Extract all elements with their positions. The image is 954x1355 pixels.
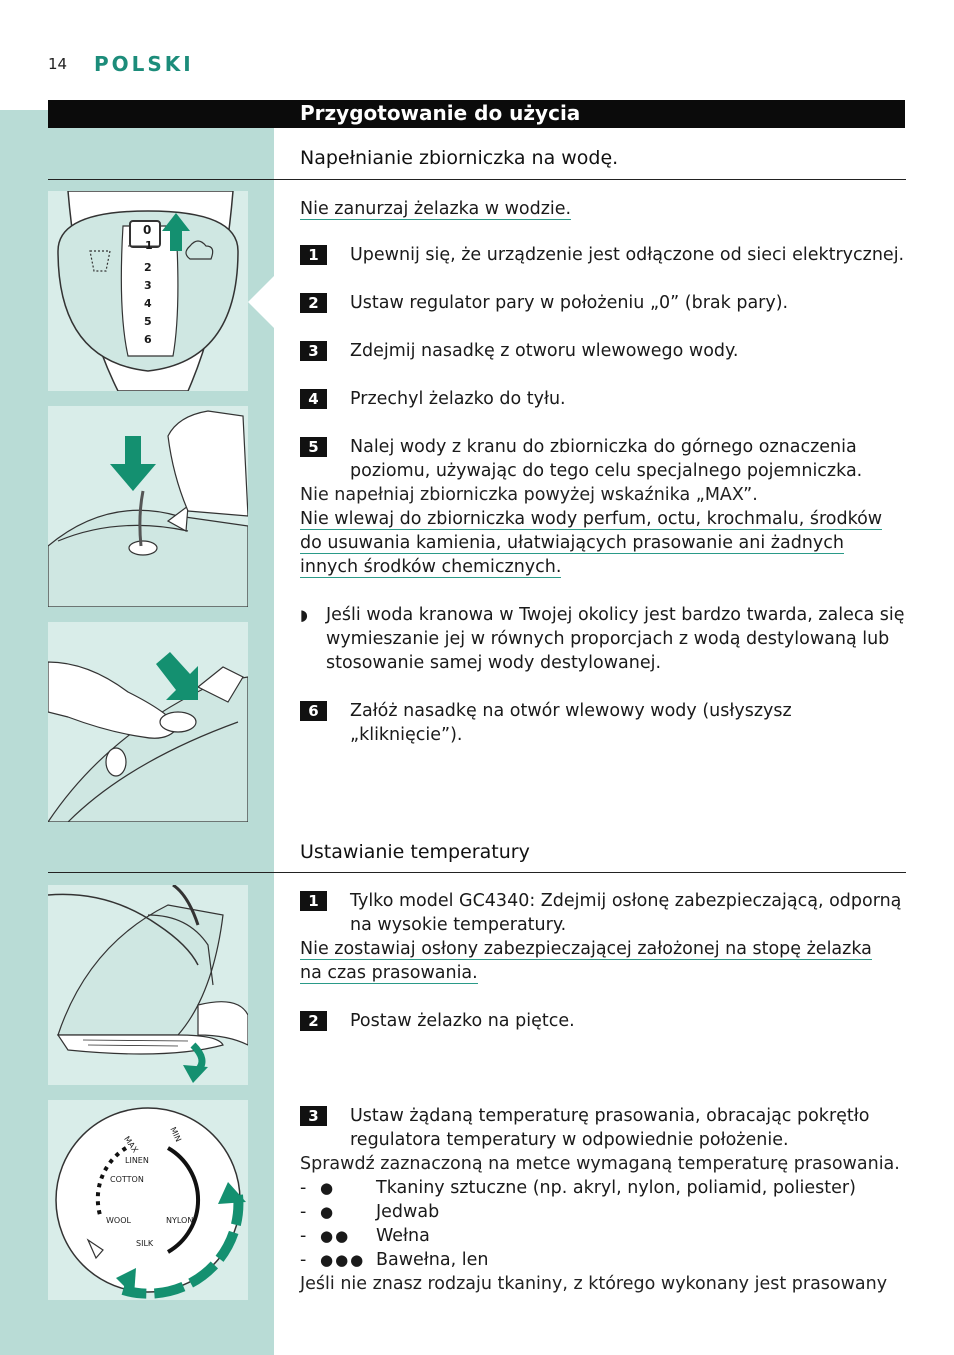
step-text: Tylko model GC4340: Zdejmij osłonę zabezpieczającą, odporną na wysokie temperatury. — [350, 891, 902, 935]
step-number: 2 — [300, 1011, 327, 1031]
dot-icon: ● — [320, 1179, 336, 1197]
fill-chemicals-warning: Nie wlewaj do zbiorniczka wody perfum, octu, krochmalu, środków do usuwania kamienia, ułatwiających prasowanie ani żadnych innych środków chemicznych. — [300, 509, 883, 577]
section-title-bar — [48, 100, 905, 128]
steam-dial-label-6: 6 — [144, 333, 152, 346]
tip-text: Jeśli woda kranowa w Twojej okolicy jest bardzo twarda, zaleca się wymieszanie jej w równych proporcjach z wodą destylowaną lub stosowanie samej wody destylowanej. — [326, 605, 905, 673]
temp-dial-label-wool: WOOL — [106, 1216, 131, 1225]
page-number: 14 — [48, 55, 68, 73]
section-title: Przygotowanie do użycia — [300, 101, 581, 125]
fill-heading-rule — [48, 179, 906, 180]
step-text: Zdejmij nasadkę z otworu wlewowego wody. — [350, 341, 739, 361]
temp-dial-label-max: MAX — [122, 1134, 140, 1155]
step-number: 4 — [300, 389, 327, 409]
step-number: 1 — [300, 245, 327, 265]
step-number: 2 — [300, 293, 327, 313]
dot-icon: ● — [320, 1203, 336, 1221]
temp-cover-warning: Nie zostawiaj osłony zabezpieczającej założonej na stopę żelazka na czas prasowania. — [300, 939, 872, 983]
step-number: 1 — [300, 891, 327, 911]
fill-heading: Napełnianie zbiorniczka na wodę. — [300, 147, 619, 169]
steam-dial-label-2: 2 — [144, 261, 152, 274]
temp-dial-label-min: MIN — [168, 1125, 183, 1144]
fabric-row-cotton: - ●●● Bawełna, len — [300, 1250, 489, 1270]
step-text: Załóż nasadkę na otwór wlewowy wody (usłyszysz „kliknięcie”). — [350, 701, 792, 745]
step-text: Nalej wody z kranu do zbiorniczka do górnego oznaczenia poziomu, używając do tego celu specjalnego pojemniczka. — [350, 437, 863, 481]
temp-dial-label-linen: LINEN — [125, 1156, 149, 1165]
steam-dial-label-5: 5 — [144, 315, 152, 328]
temp-dial-label-cotton: COTTON — [110, 1175, 144, 1184]
step-text: Ustaw żądaną temperaturę prasowania, obracając pokrętło regulatora temperatury w odpowiednie położenie. — [350, 1106, 870, 1150]
dot-icon: ●●● — [320, 1251, 366, 1269]
temp-dial-label-silk: SILK — [136, 1239, 154, 1248]
temp-dial-label-nylon: NYLON — [166, 1216, 194, 1225]
remove-cover-illustration — [48, 885, 248, 1085]
step-number: 3 — [300, 341, 327, 361]
temp-heading-rule — [48, 872, 906, 873]
step-number: 5 — [300, 437, 327, 457]
steam-dial-label-4: 4 — [144, 297, 152, 310]
fill-warning: Nie zanurzaj żelazka w wodzie. — [300, 199, 572, 219]
step-text: Upewnij się, że urządzenie jest odłączone od sieci elektrycznej. — [350, 245, 905, 265]
language-label: POLSKI — [94, 52, 194, 76]
steam-dial-label-3: 3 — [144, 279, 152, 292]
attach-cap-illustration — [48, 622, 248, 822]
temp-label-note: Sprawdź zaznaczoną na metce wymaganą temperaturę prasowania. — [300, 1154, 900, 1174]
step-text: Ustaw regulator pary w położeniu „0” (brak pary). — [350, 293, 789, 313]
dot-icon: ●● — [320, 1227, 351, 1245]
temp-heading: Ustawianie temperatury — [300, 841, 530, 863]
step-text: Przechyl żelazko do tyłu. — [350, 389, 566, 409]
panel-notch — [248, 276, 274, 328]
tip-bullet-icon: ◗ — [300, 606, 308, 624]
step-number: 3 — [300, 1106, 327, 1126]
fabric-row-synthetic: - ● Tkaniny sztuczne (np. akryl, nylon, poliamid, poliester) — [300, 1178, 856, 1198]
fabric-row-wool: - ●● Wełna — [300, 1226, 430, 1246]
steam-dial-illustration — [48, 191, 248, 391]
temperature-dial-illustration — [48, 1100, 248, 1300]
step-number: 6 — [300, 701, 327, 721]
fill-max-note: Nie napełniaj zbiorniczka powyżej wskaźnika „MAX”. — [300, 485, 758, 505]
fabric-row-silk: - ● Jedwab — [300, 1202, 440, 1222]
temp-last-line: Jeśli nie znasz rodzaju tkaniny, z którego wykonany jest prasowany — [300, 1274, 888, 1294]
fill-water-illustration — [48, 406, 248, 607]
steam-dial-label-0: 0 — [143, 223, 152, 237]
step-text: Postaw żelazko na piętce. — [350, 1011, 575, 1031]
steam-dial-label-1: 1 — [145, 239, 153, 252]
